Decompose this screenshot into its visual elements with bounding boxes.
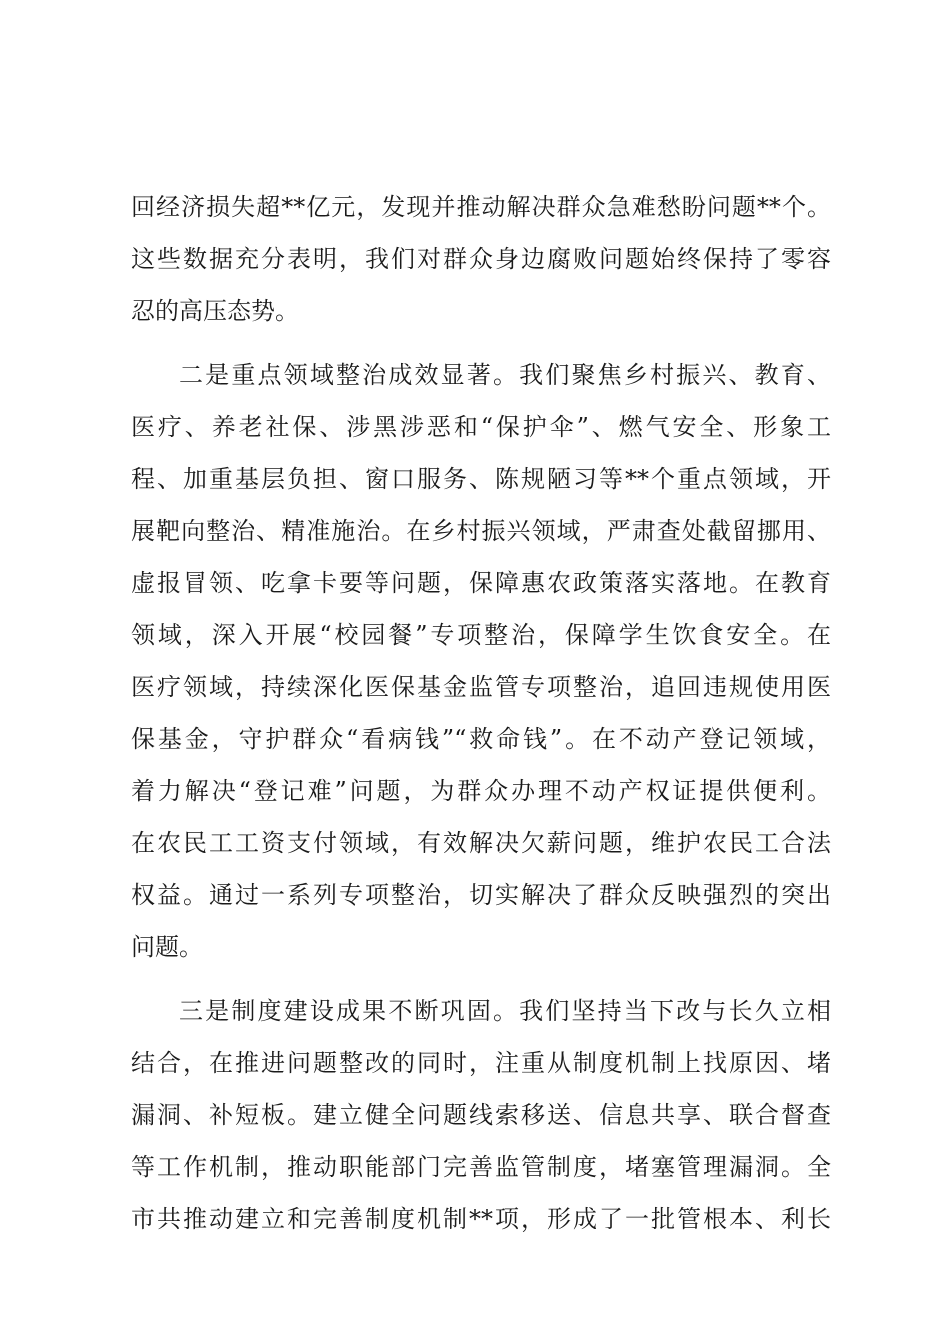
text-line: 程、加重基层负担、窗口服务、陈规陋习等**个重点领域，开 [131, 465, 831, 493]
text-line: 三是制度建设成果不断巩固。我们坚持当下改与长久立相 [179, 997, 831, 1025]
text-line: 漏洞、补短板。建立健全问题线索移送、信息共享、联合督查 [131, 1101, 831, 1129]
paragraph-spacing [131, 973, 831, 985]
text-line: 结合，在推进问题整改的同时，注重从制度机制上找原因、堵 [131, 1049, 831, 1077]
paragraph-3 [131, 985, 831, 1245]
text-line: 展靶向整治、精准施治。在乡村振兴领域，严肃查处截留挪用、 [131, 517, 831, 545]
text-line: 领域，深入开展“校园餐”专项整治，保障学生饮食安全。在 [131, 621, 831, 649]
text-line: 等工作机制，推动职能部门完善监管制度，堵塞管理漏洞。全 [131, 1153, 831, 1181]
text-line: 着力解决“登记难”问题，为群众办理不动产权证提供便利。 [131, 777, 831, 805]
text-line: 保基金，守护群众“看病钱”“救命钱”。在不动产登记领域， [131, 725, 831, 753]
text-line: 忍的高压态势。 [131, 297, 299, 325]
text-line: 权益。通过一系列专项整治，切实解决了群众反映强烈的突出 [131, 881, 831, 909]
text-line: 这些数据充分表明，我们对群众身边腐败问题始终保持了零容 [131, 245, 831, 273]
text-line: 回经济损失超**亿元，发现并推动解决群众急难愁盼问题**个。 [131, 193, 831, 221]
text-line: 医疗、养老社保、涉黑涉恶和“保护伞”、燃气安全、形象工 [131, 413, 831, 441]
paragraph-2 [131, 349, 831, 973]
text-line: 医疗领域，持续深化医保基金监管专项整治，追回违规使用医 [131, 673, 831, 701]
text-line: 在农民工工资支付领域，有效解决欠薪问题，维护农民工合法 [131, 829, 831, 857]
text-line: 虚报冒领、吃拿卡要等问题，保障惠农政策落实落地。在教育 [131, 569, 831, 597]
paragraph-spacing [131, 337, 831, 349]
text-line: 市共推动建立和完善制度机制**项，形成了一批管根本、利长 [131, 1205, 831, 1233]
text-line: 问题。 [131, 933, 203, 961]
document-body [131, 181, 831, 1245]
text-line: 二是重点领域整治成效显著。我们聚焦乡村振兴、教育、 [179, 361, 831, 389]
paragraph-1 [131, 181, 831, 337]
